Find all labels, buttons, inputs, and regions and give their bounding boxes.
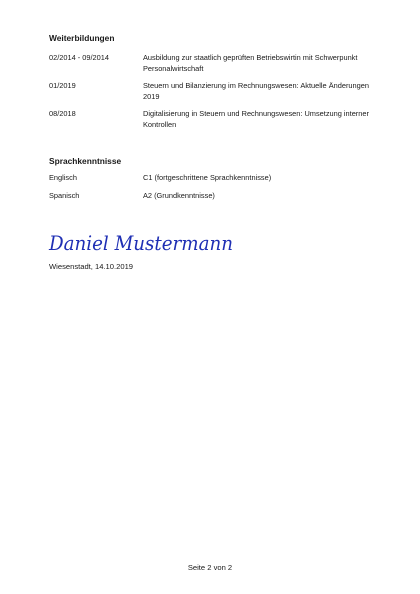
education-date: 02/2014 - 09/2014	[49, 53, 109, 62]
education-date: 01/2019	[49, 81, 76, 90]
section-title-sprachkenntnisse: Sprachkenntnisse	[49, 156, 122, 166]
language-level: A2 (Grundkenntnisse)	[143, 191, 215, 200]
language-level: C1 (fortgeschrittene Sprachkenntnisse)	[143, 173, 272, 182]
education-description: Digitalisierung in Steuern und Rechnungswesen: Umsetzung interner Kontrollen	[143, 109, 369, 129]
place-date: Wiesenstadt, 14.10.2019	[49, 262, 134, 271]
signature	[47, 228, 247, 260]
language-name: Spanisch	[49, 191, 80, 200]
education-description: Ausbildung zur staatlich geprüften Betriebswirtin mit Schwerpunkt Personalwirtschaft	[143, 53, 358, 73]
language-name: Englisch	[49, 173, 77, 182]
education-description: Steuern und Bilanzierung im Rechnungswesen: Aktuelle Änderungen 2019	[143, 81, 369, 101]
education-date: 08/2018	[49, 109, 76, 118]
section-title-weiterbildungen: Weiterbildungen	[49, 33, 115, 43]
signature-text: Daniel Mustermann	[48, 231, 233, 255]
page-number: Seite 2 von 2	[187, 563, 233, 572]
